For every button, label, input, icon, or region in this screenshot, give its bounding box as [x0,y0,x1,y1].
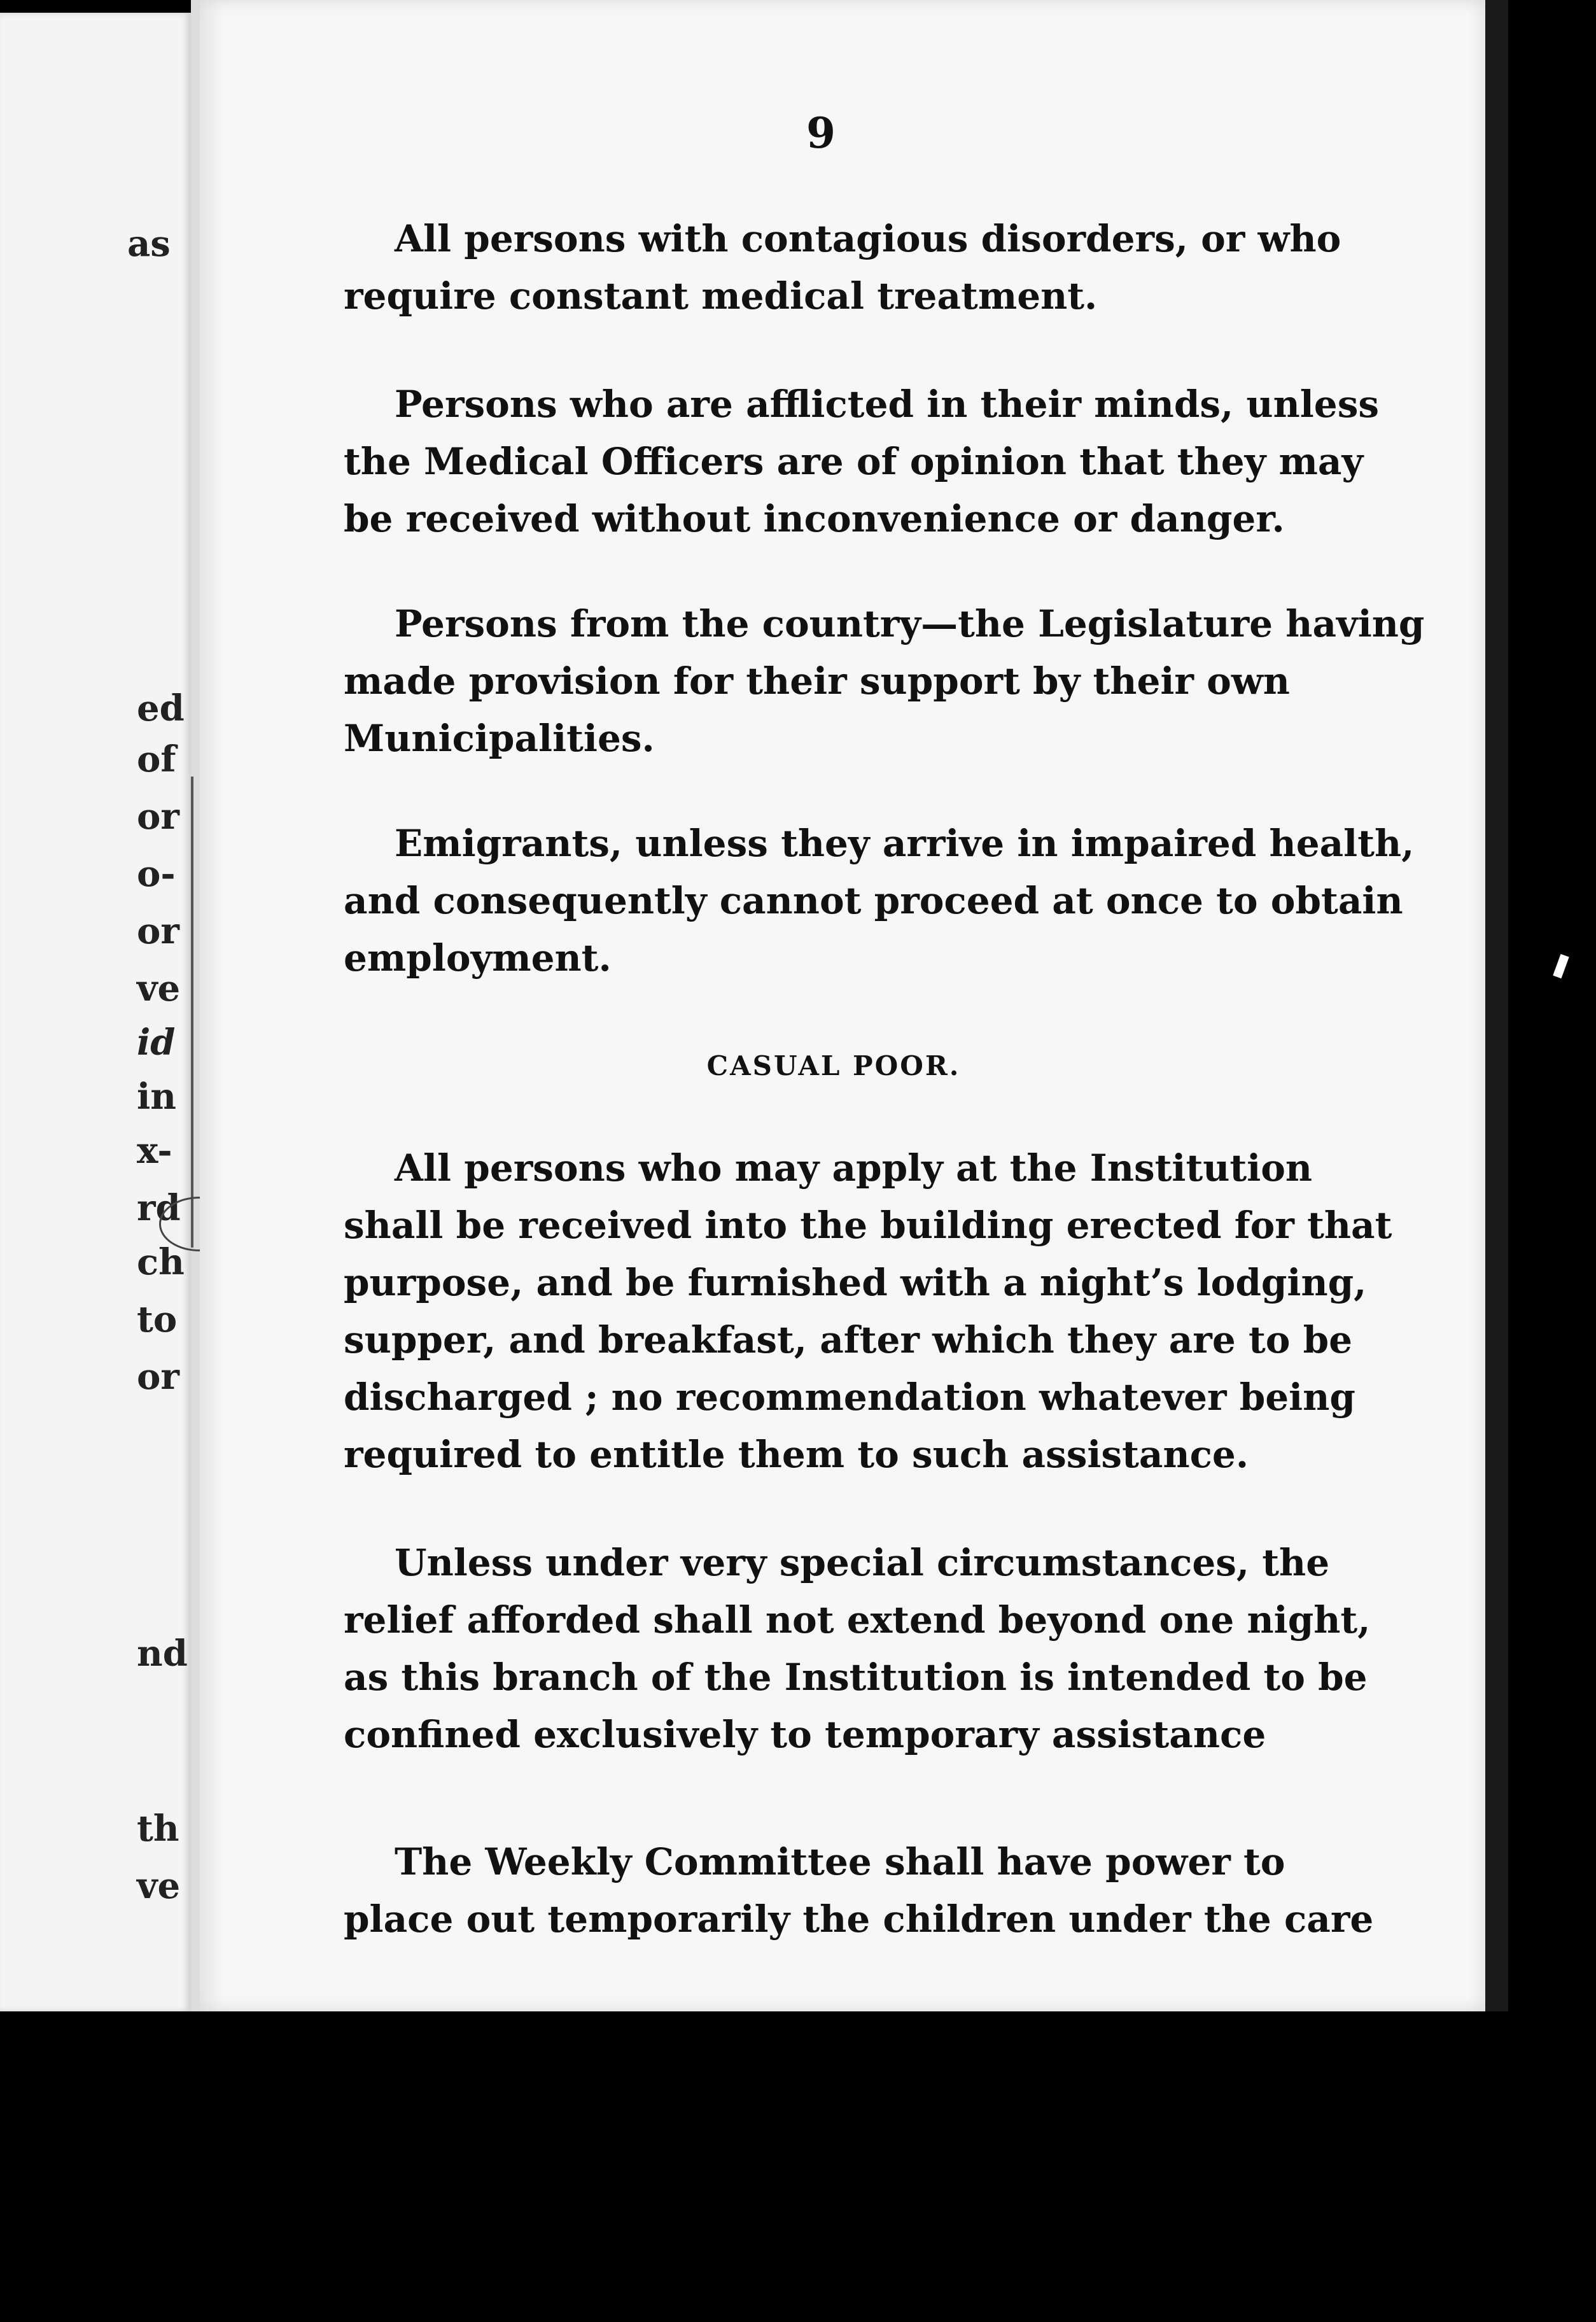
left-fragment: nd [137,1633,188,1675]
left-fragment: o- [137,853,176,895]
left-fragment: or [137,796,179,838]
text-line: shall be received into the building erected for that [344,1204,1392,1247]
left-fragment: th [137,1808,179,1850]
text-line: place out temporarily the children under the care [344,1897,1374,1941]
page-number: 9 [806,108,836,158]
paragraph-special-circumstances [344,1534,1371,1763]
paragraph-emigrants [344,815,1415,987]
left-fragment: id [137,1022,176,1064]
text-line: purpose, and be furnished with a night’s lodging, [344,1261,1367,1304]
left-fragment: as [127,223,171,265]
text-line: Persons from the country—the Legislature having [395,602,1425,645]
left-fragment: or [137,910,179,952]
text-line: made provision for their support by their own [344,659,1290,703]
text-line: All persons with contagious disorders, or who [395,217,1341,260]
text-line: Emigrants, unless they arrive in impaired health, [395,822,1415,865]
text-line: confined exclusively to temporary assistance [344,1713,1266,1756]
left-fragment: ve [137,968,181,1010]
text-line: Persons who are afflicted in their minds, unless [395,383,1379,426]
text-line: discharged ; no recommendation whatever being [344,1376,1355,1419]
text-line: and consequently cannot proceed at once to obtain [344,879,1403,922]
text-line: relief afforded shall not extend beyond one night, [344,1598,1371,1642]
text-line: as this branch of the Institution is intended to be [344,1656,1368,1699]
left-fragment: rd [137,1187,181,1229]
paragraph-casual-poor [344,1139,1392,1483]
text-line: required to entitle them to such assistance. [344,1433,1249,1476]
text-line: All persons who may apply at the Institution [395,1146,1313,1190]
text-line: supper, and breakfast, after which they are to be [344,1318,1353,1362]
left-fragment: to [137,1298,178,1340]
left-fragment: of [137,738,176,780]
text-line: Unless under very special circumstances, the [395,1541,1330,1584]
text-line: the Medical Officers are of opinion that they may [344,440,1364,483]
left-fragment: in [137,1076,176,1118]
paragraph-afflicted [344,376,1379,547]
paragraph-weekly-committee [344,1833,1374,1948]
paragraph-contagious [344,210,1341,325]
left-fragment: ed [137,687,185,729]
page-edge-shadow [1485,0,1508,2011]
paragraph-country [344,595,1425,767]
text-line: be received without inconvenience or danger. [344,497,1285,540]
left-page-sliver [0,13,191,2011]
left-fragment: x- [137,1130,172,1172]
text-line: Municipalities. [344,717,655,760]
text-line: The Weekly Committee shall have power to [395,1840,1285,1883]
left-fragment: ch [137,1241,185,1283]
text-line: require constant medical treatment. [344,274,1098,318]
text-line: employment. [344,936,612,980]
left-fragment: or [137,1356,179,1398]
section-heading: CASUAL POOR. [706,1050,961,1081]
left-fragment: ve [137,1865,181,1907]
scan-speck [1553,954,1569,979]
